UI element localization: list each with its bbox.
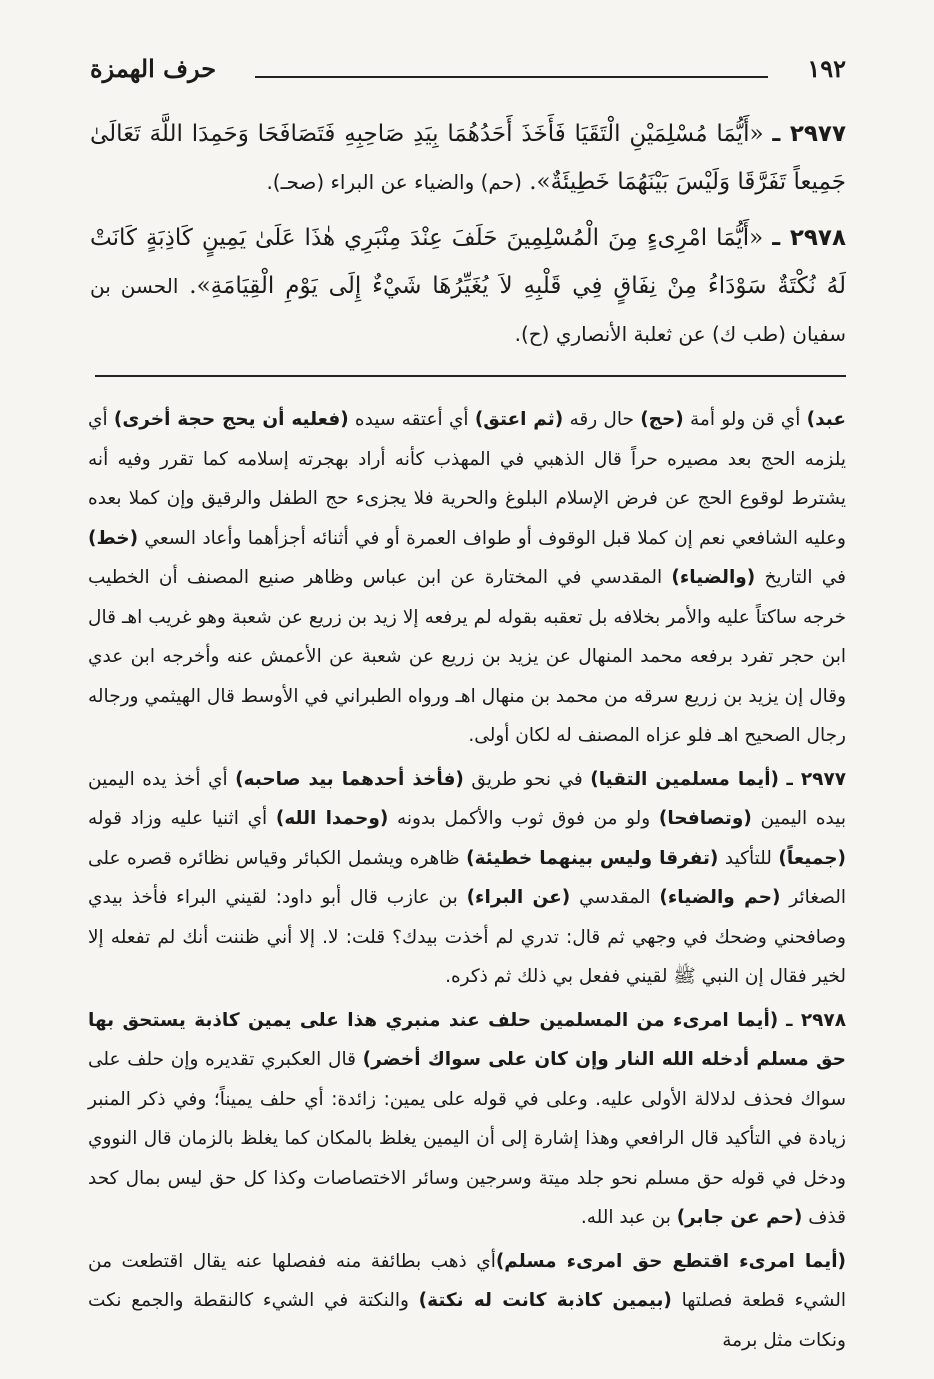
bold-phrase: (عن البراء) [466,887,571,908]
commentary-paragraph [88,400,846,756]
bold-phrase: (ثم اعتق) [474,409,564,430]
commentary-text: في نحو طريق [463,768,591,790]
bold-phrase: (وحمدا الله) [275,808,389,829]
commentary-number: ٢٩٧٧ ـ [786,768,847,790]
bold-phrase: (فأخذ أحدهما بيد صاحبه) [235,768,464,790]
commentary-text: بن عبد الله. [580,1207,677,1228]
footnote-divider [95,375,846,377]
hadith-number: ٢٩٧٨ ـ [772,225,847,251]
bold-phrase: (أيما امرىء من المسلمين حلف عند منبري هذا على يمين كاذبة يستحق بها حق مسلم أدخله الله النار وإن كان على سواك أخضر) [88,1009,846,1070]
hadith-section [90,110,846,366]
bold-phrase: (وتصافحا) [658,808,752,829]
bold-phrase: (جميعاً) [778,847,847,869]
page-number: ١٩٢ [807,54,846,83]
hadith-2977 [90,110,846,206]
commentary-text: قال العكبري تقديره وإن حلف على سواك فحذف لدلالة الأولى عليه. وعلى في قوله على يمين: زائدة: أي حلف يميناً؛ وفي ذكر المنبر زيادة في التأكيد قال الرافعي وهذا إشارة إلى أن اليمين يغلظ بالمكان كما يغلظ بالزمان قال النووي ودخل في قوله حق مسلم نحو جلد ميتة وسرجين وسائر الاختصاصات وكذا كل حق ليس بمال كحد قذف [88,1049,846,1228]
bold-phrase: (حم والضياء) [659,887,781,908]
commentary-text: ظاهره ويشمل الكبائر وقياس نظائره قصره على الصغائر [88,847,846,908]
bold-phrase: عبد) [806,409,846,430]
bold-phrase: (حم عن جابر) [676,1207,803,1228]
bold-phrase: (فعليه أن يحج حجة أخرى) [113,409,349,430]
bold-phrase: (حج) [640,409,684,430]
commentary-paragraph-2977 [88,760,846,997]
hadith-2978 [90,214,846,358]
commentary-text: أي اثنيا عليه وزاد قوله [88,808,276,829]
bold-phrase: (والضياء) [671,567,756,588]
bold-phrase: (تفرقا وليس بينهما خطيئة) [466,847,719,869]
hadith-source: الحسن بن سفيان (طب ك) عن ثعلبة الأنصاري (ح). [90,274,846,346]
commentary-text: حال رقه [563,409,641,430]
hadith-number: ٢٩٧٧ ـ [772,121,846,147]
commentary-text: أي قن ولو أمة [683,409,807,430]
chapter-title: حرف الهمزة [90,54,217,83]
commentary-text: للتأكيد [718,847,779,869]
header-rule [255,76,768,78]
commentary-text: ولو من فوق ثوب والأكمل بدونه [388,808,659,829]
bold-phrase: (خط) [88,527,139,549]
hadith-text: «أَيُّمَا مُسْلِمَيْنِ الْتَقَيَا فَأَخَذَ أَحَدُهُمَا بِيَدِ صَاحِبِهِ فَتَصَافَحَا وَحَمِدَا اللَّهَ تَعَالَىٰ جَمِيعاً تَفَرَّقَا وَلَيْسَ بَيْنَهُمَا خَطِيئَةٌ». [90,121,846,195]
commentary-text: المقدسي في المختارة عن ابن عباس وظاهر صنيع المصنف أن الخطيب خرجه ساكتاً عليه والأمر بخلافه بل تعقبه بقوله لم يرفعه إلا زيد بن زريع عن شعبة وهو غريب اهـ قال ابن حجر تفرد برفعه محمد المنهال عن يزيد بن زريع عن شعبة عن الأعمش عنه وأخرجه ابن عدي وقال إن يزيد بن زريع سرقه من محمد بن منهال اهـ ورواه الطبراني في الأوسط قال الهيثمي ورجاله رجال الصحيح اهـ فلو عزاه المصنف له لكان أولى. [88,567,846,746]
commentary-text: في التاريخ [755,567,846,588]
commentary-text: بن عازب قال أبو داود: لقيني البراء فأخذ بيدي وصافحني وضحك في وجهي ثم قال: تدري لم أخذت بيدك؟ قلت: لا. إلا أني ظننت أنك لم تفعله إلا لخير فقال إن النبي ﷺ لقيني ففعل بي ذلك ثم ذكره. [88,887,846,987]
hadith-text: «أَيُّمَا امْرِىءٍ مِنَ الْمُسْلِمِينَ حَلَفَ عِنْدَ مِنْبَرِي هٰذَا عَلَىٰ يَمِينٍ كَاذِبَةٍ كَانَتْ لَهُ نُكْتَةٌ سَوْدَاءُ مِنْ نِفَاقٍ فِي قَلْبِهِ لاَ يُغَيِّرُهَا شَيْءٌ إِلَى يَوْمِ الْقِيَامَةِ». [90,225,847,299]
bold-phrase: (أيما مسلمين التقيا) [590,768,779,790]
commentary-text: المقدسي [570,887,660,908]
commentary-text: والنكتة في الشيء كالنقطة والجمع نكت ونكات مثل برمة [88,1290,846,1351]
bold-phrase: (أيما امرىء اقتطع حق امرىء مسلم) [495,1250,846,1272]
bold-phrase: (بيمين كاذبة كانت له نكتة) [418,1290,672,1311]
commentary-text: أي أعتقه سيده [348,409,475,430]
commentary-paragraph [88,1242,846,1361]
commentary-paragraph-2978 [88,1001,846,1238]
commentary-text: أي أخذ يده اليمين بيده اليمين [88,768,846,829]
commentary-text: أي ذهب بطائفة منه ففصلها عنه يقال اقتطعت من الشيء قطعة فصلتها [88,1250,846,1311]
commentary-text: أي يلزمه الحج بعد مصيره حراً قال الذهبي في المهذب كأنه أراد بهجرته إسلامه كما تقرر وفيه أنه يشترط لوقوع الحج عن فرض الإسلام البلوغ والحرية فلا يجزىء حج الطفل والرقيق وإن كملا بعده وعليه الشافعي نعم إن كملا قبل الوقوف أو طواف العمرة أو في أثنائه أجزأهما وأعاد السعي [88,409,846,549]
page-header [90,52,846,88]
hadith-source: (حم) والضياء عن البراء (صحـ). [266,170,522,194]
commentary-section [88,400,846,1364]
commentary-number: ٢٩٧٨ ـ [786,1009,847,1031]
